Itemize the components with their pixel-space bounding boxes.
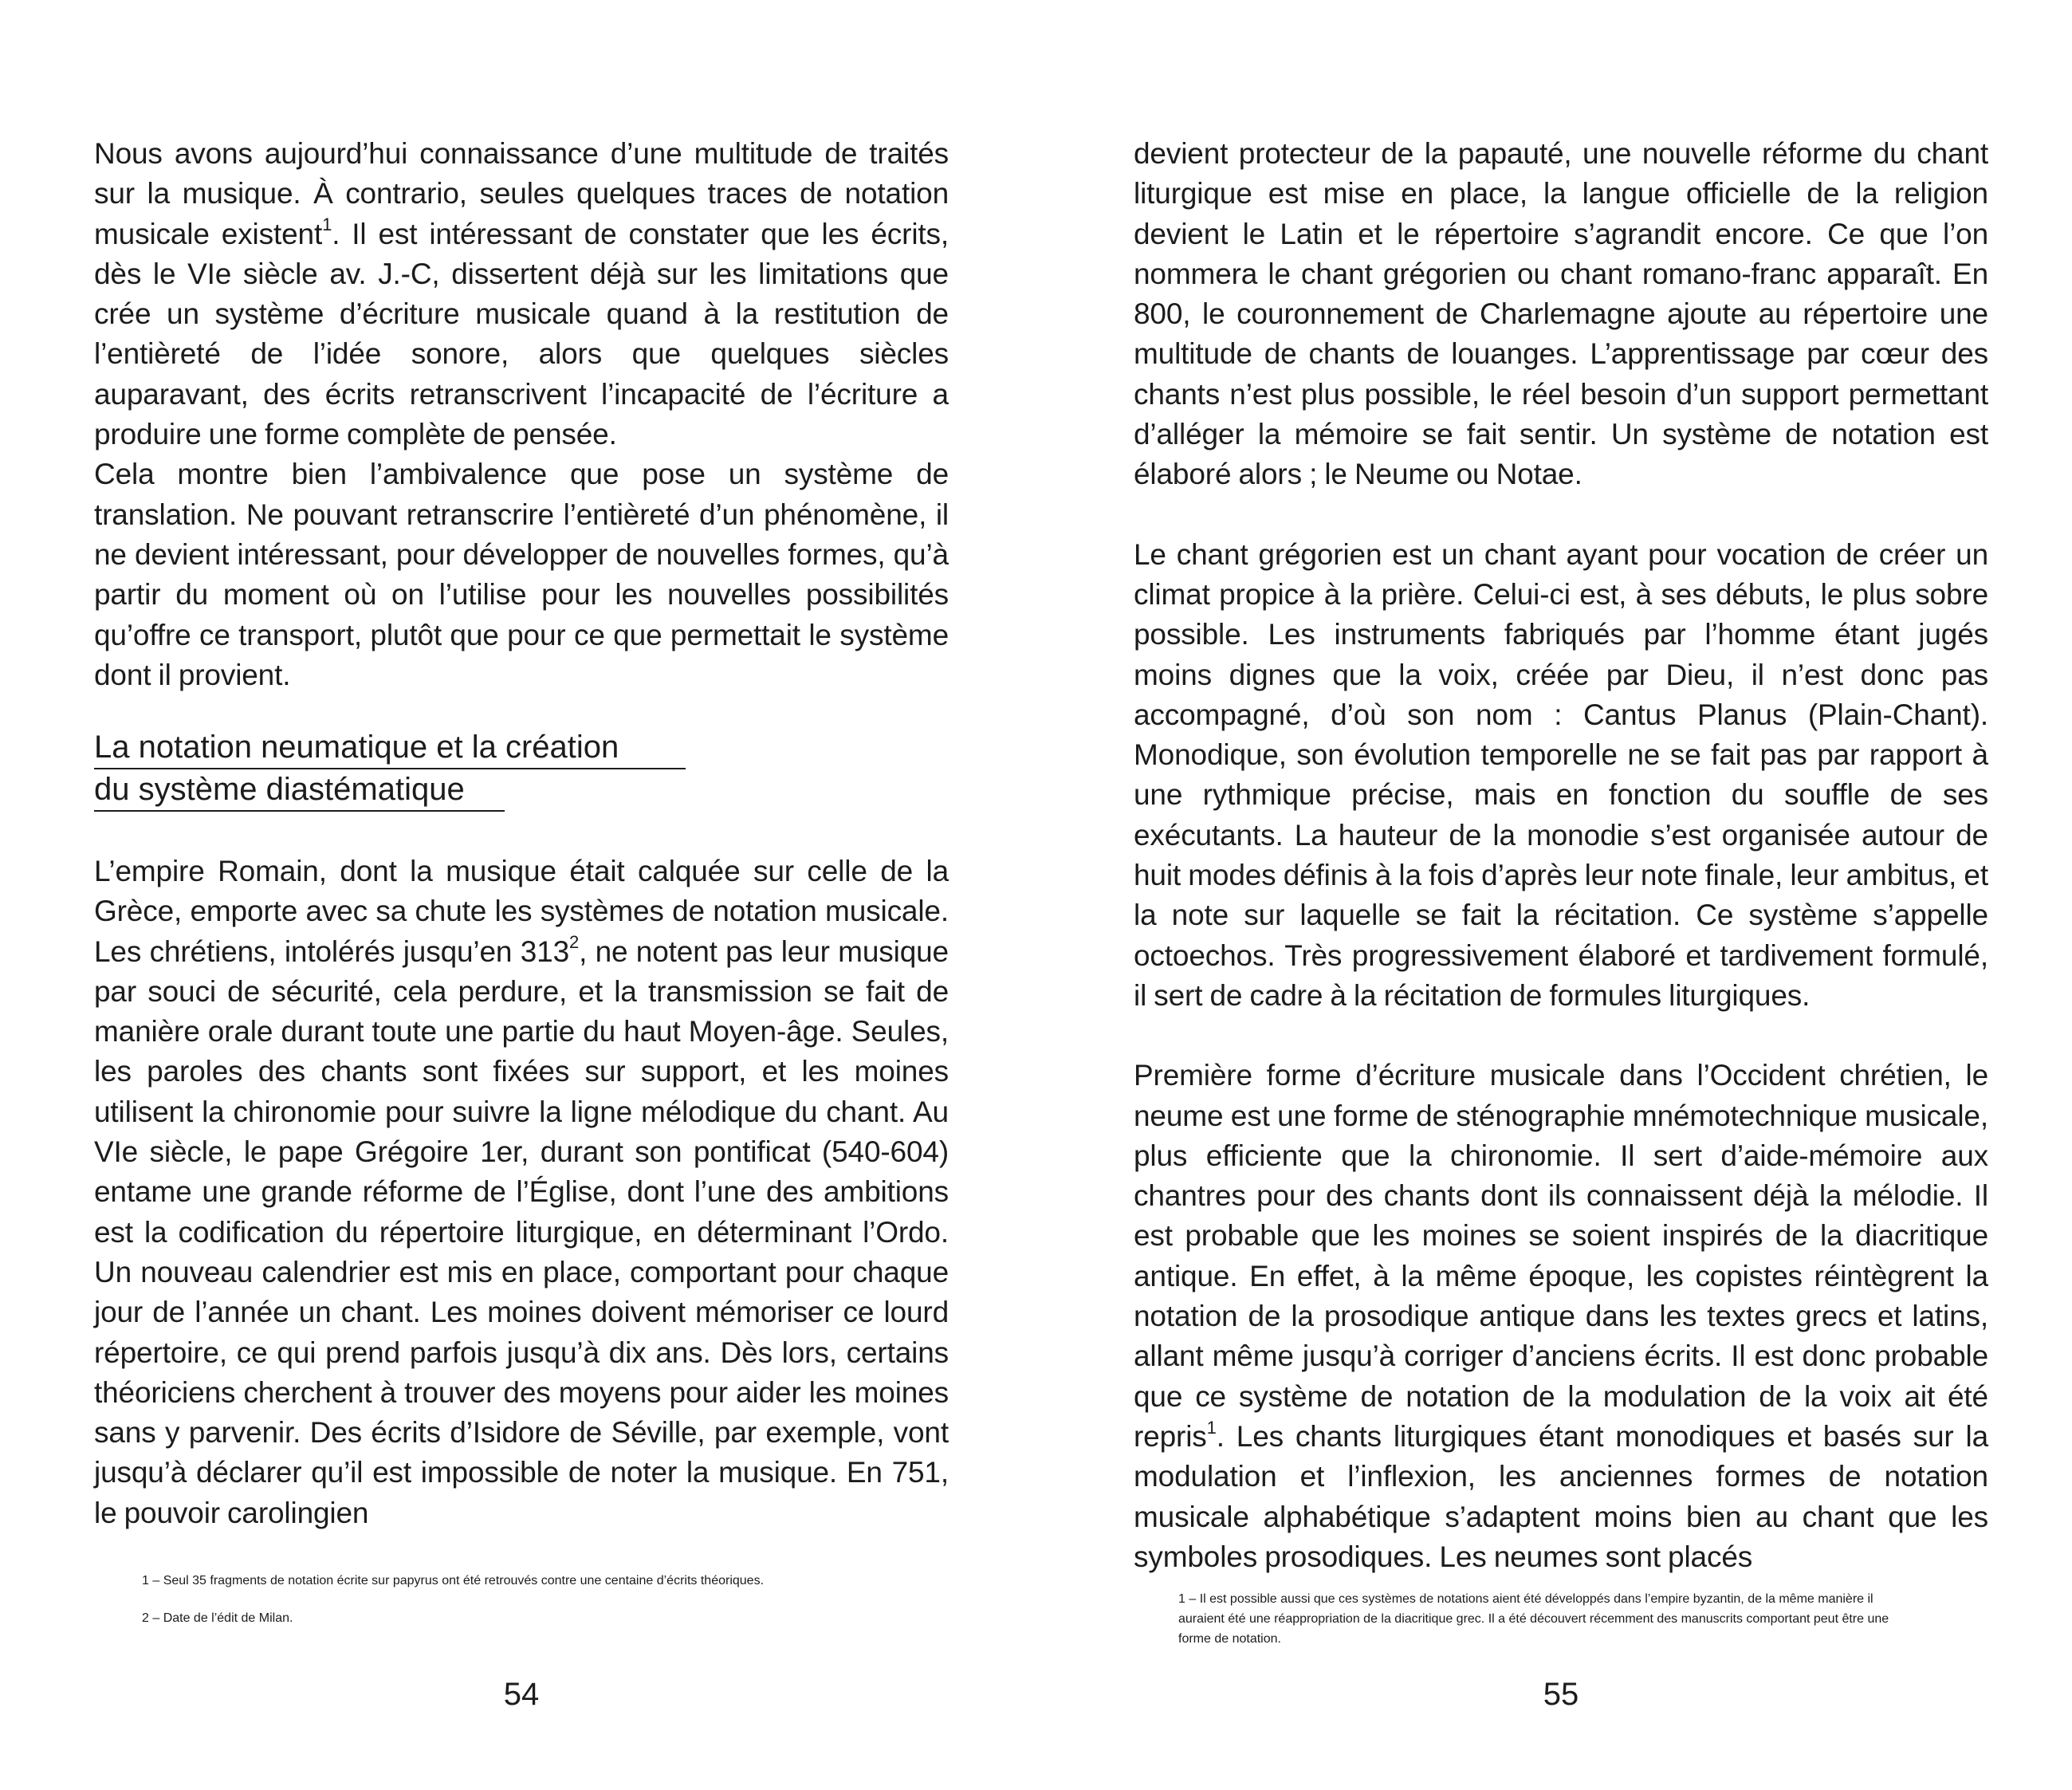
left-section-paragraph: L’empire Romain, dont la musique était calquée sur celle de la Grèce, emporte avec sa chute les systèmes de notation musicale. Les chrétiens, intolérés jusqu’en $313^2$, ne notent pas leur musique par souci de sécurité, cela perdure, et la transmission se fait de manière orale durant toute une partie du haut Moyen-âge. Seules, les paroles des chants sont fixées sur support, et les moines utilisent la chironomie pour suivre la ligne mélodique du chant. Au VIe siècle, le pape Grégoire 1er, durant son pontificat (540-604) entame une grande réforme de l’Église, dont l’une des ambitions est la codification du répertoire liturgique, en déterminant l’Ordo. Un nouveau calendrier est mis en place, comportant pour chaque jour de l’année un chant. Les moines doivent mémoriser ce lourd répertoire, ce qui prend parfois jusqu’à dix ans. Dès lors, certains théoriciens cherchent à trouver des moyens pour aider les moines sans y parvenir. Des écrits d’Isidore de Séville, par exemple, vont jusqu’à déclarer qu’il est impossible de noter la musique. En 751, le pouvoir carolingien (94, 855, 949, 1529)
left-intro-paragraph-2: Cela montre bien l’ambivalence que pose un système de translation. Ne pouvant retranscrire l’entièreté d’un phénomène, il ne devient intéressant, pour développer de nouvelles formes, qu’à partir du moment où on l’utilise pour les nouvelles possibilités qu’offre ce transport, plutôt que pour ce que permettait le système dont il provient. (94, 458, 949, 691)
right-paragraph-3: Première forme d’écriture musicale dans l’Occident chrétien, le neume est une forme de sténographie mnémotechnique musicale, plus efficiente que la chironomie. Il sert d’aide-mémoire aux chantres pour des chants dont ils connaissent déjà la mélodie. Il est probable que les moines se soient inspirés de la diacritique antique. En effet, à la même époque, les copistes réintègrent la notation de la prosodique antique dans les textes grecs et latins, allant même jusqu’à corriger d’anciens écrits. Il est donc probable que ce système de notation de la modulation de la voix ait été repris$^1$. Les chants liturgiques étant monodiques et basés sur la modulation et l’inflexion, les anciennes formes de notation musicale alphabétique s’adaptent moins bien au chant que les symboles prosodiques. Les neumes sont placés (1134, 1059, 1988, 1573)
page-number-right: 55 (1543, 1677, 1579, 1712)
footnote-2: 2 – Date de l’édit de Milan. (142, 1611, 293, 1625)
left-page (94, 0, 949, 1790)
right-paragraph-1: devient protecteur de la papauté, une nouvelle réforme du chant liturgique est mise en place, la langue officielle de la religion devient le Latin et le répertoire s’agrandit encore. Ce que l’on nommera le chant grégorien ou chant romano-franc apparaît. En 800, le couronnement de Charlemagne ajoute au répertoire une multitude de chants de louanges. L’apprentissage par cœur des chants n’est plus possible, le réel besoin d’un support permettant d’alléger la mémoire se fait sentir. Un système de notation est élaboré alors ; le Neume ou Notae. (1134, 137, 1988, 491)
section-heading-line-1: La notation neumatique et la création (94, 727, 686, 769)
right-page (1134, 0, 1988, 1790)
footnote-1-right: 1 – Il est possible aussi que ces systèmes de notations aient été développés dans l’empire byzantin, de la même manière il auraient été une réappropriation de la diacritique grec. Il a été découvert récemment des manuscrits comportant peut être une forme de notation. (1178, 1592, 1889, 1646)
section-heading (94, 727, 686, 812)
footnote-1: 1 – Seul 35 fragments de notation écrite sur papyrus ont été retrouvés contre une centaine d’écrits théoriques. (142, 1574, 765, 1587)
left-intro-text (94, 134, 949, 695)
section-heading-line-2: du système diastématique (94, 769, 505, 812)
right-footnotes (1178, 1589, 1904, 1649)
footnote-marker-1-right: 1 (1206, 1417, 1217, 1438)
page-number-left: 54 (503, 1677, 540, 1712)
right-text (1134, 134, 1988, 1577)
footnote-marker-2: 2 (569, 932, 580, 953)
left-intro-paragraph-1: Nous avons aujourd’hui connaissance d’une multitude de traités sur la musique. À contrario, seules quelques traces de notation musicale existent$^1$. Il est intéressant de constater que les écrits, dès le VIe siècle av. J.-C, dissertent déjà sur les limitations que crée un système d’écriture musicale quand à la restitution de l’entièreté de l’idée sonore, alors que quelques siècles auparavant, des écrits retranscrivent l’incapacité de l’écriture a produire une forme complète de pensée. (94, 137, 949, 451)
footnote-marker-1: 1 (322, 214, 332, 235)
right-paragraph-2: Le chant grégorien est un chant ayant pour vocation de créer un climat propice à la prière. Celui-ci est, à ses débuts, le plus sobre possible. Les instruments fabriqués par l’homme étant jugés moins dignes que la voix, créée par Dieu, il n’est donc pas accompagné, d’où son nom : Cantus Planus (Plain-Chant). Monodique, son évolution temporelle ne se fait pas par rapport à une rythmique précise, mais en fonction du souffle de ses exécutants. La hauteur de la monodie s’est organisée autour de huit modes définis à la fois d’après leur note finale, leur ambitus, et la note sur laquelle se fait la récitation. Ce système s’appelle octoechos. Très progressivement élaboré et tardivement formulé, il sert de cadre à la récitation de formules liturgiques. (1134, 537, 1988, 1012)
left-section-text (94, 852, 949, 1533)
left-footnotes (142, 1571, 875, 1628)
